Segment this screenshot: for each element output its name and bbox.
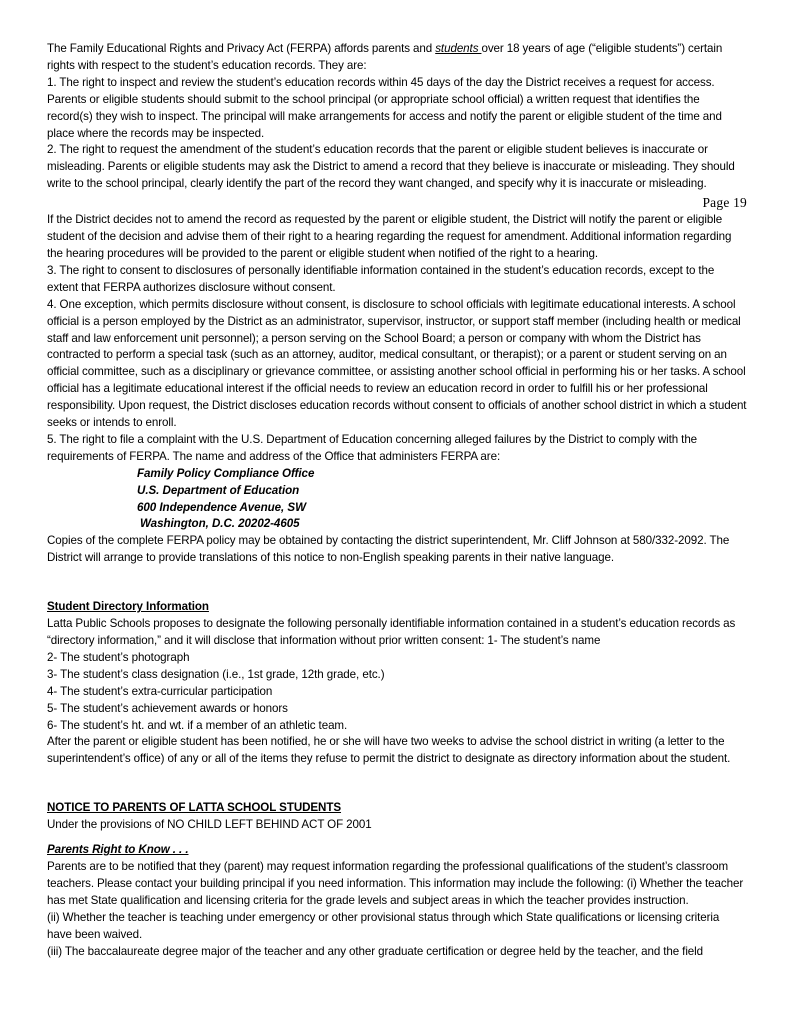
ferpa-office-address — [47, 466, 747, 534]
list-item-directory-5: 5- The student’s achievement awards or honors — [47, 701, 288, 715]
address-line-city-state-zip: Washington, D.C. 20202-4605 — [140, 517, 300, 531]
paragraph-right-1: 1. The right to inspect and review the student’s education records within 45 days of the day the District receives a request for access. Parents or eligible students should submit to the school principal (or appropriate school official) a written request that identifies the record(s) they wish to inspect. The principal will make arrangements for access and notify the parent or eligible student of the time and place where the records may be inspected. — [47, 75, 722, 140]
paragraph-ferpa-intro — [47, 41, 747, 75]
address-line-department: U.S. Department of Education — [137, 483, 300, 497]
paragraph-right-4: 4. One exception, which permits disclosure without consent, is disclosure to school officials with legitimate educational interests. A school official is a person employed by the District as an administrator, supervisor, instructor, or support staff member (including health or medical staff and law enforcement unit personnel); a person serving on the School Board; a person or company with whom the District has contracted to perform a special task (such as an attorney, auditor, medical consultant, or therapist); or a parent or student serving on an official committee, such as a disciplinary or grievance committee, or assisting another school official in performing his or her tasks. A school official has a legitimate educational interest if the official needs to review an education record in order to fulfill his or her professional responsibility. Upon request, the District discloses education records without consent to officials of another school district in which a student seeks or intends to enroll. — [47, 297, 747, 430]
paragraph-right-5: 5. The right to file a complaint with the U.S. Department of Education concerning alleged failures by the District to comply with the requirements of FERPA. The name and address of the Office that administers FERPA are: — [47, 432, 698, 463]
page-number: Page 19 — [702, 195, 747, 211]
section-gap-directory — [47, 567, 747, 599]
paragraph-ferpa-closing: Copies of the complete FERPA policy may be obtained by contacting the district superintendent, Mr. Cliff Johnson at 580/332-2092. The District will arrange to provide translations of this notice to non-English speaking parents in their native language. — [47, 534, 730, 565]
paragraph-nclb-iii: (iii) The baccalaureate degree major of the teacher and any other graduate certification or degree held by the teacher, and the field — [47, 944, 704, 958]
paragraph-nclb-i: Parents are to be notified that they (parent) may request information regarding the professional qualifications of the student’s classroom teachers. Please contact your building principal if you need information. This information may include the following: (i) Whether the teacher has met State qualification and licensing criteria for the grade levels and subject areas in which the teacher provides instruction. — [47, 859, 744, 907]
paragraph-nclb-ii: (ii) Whether the teacher is teaching under emergency or other provisional status through which State qualifications or licensing criteria have been waived. — [47, 910, 720, 941]
heading-notice-to-parents: NOTICE TO PARENTS OF LATTA SCHOOL STUDENTS — [47, 801, 342, 815]
intro-text-after: over 18 years of age (“eligible students”) certain rights with respect to the student’s education records. They are: — [47, 42, 723, 72]
paragraph-amendment-denial: If the District decides not to amend the record as requested by the parent or eligible student, the District will notify the parent or eligible student of the decision and advise them of their right to a hearing regarding the request for amendment. Additional information regarding the hearing procedures will be provided to the parent or eligible student when notified of the right to a hearing. — [47, 213, 732, 260]
paragraph-directory-opt-out: After the parent or eligible student has been notified, he or she will have two weeks to advise the school district in writing (a letter to the superintendent’s office) of any or all of the items they refuse to permit the district to designate as directory information about the student. — [47, 735, 731, 766]
paragraph-nclb-provisions: Under the provisions of NO CHILD LEFT BEHIND ACT OF 2001 — [47, 818, 372, 832]
list-item-directory-6: 6- The student’s ht. and wt. if a member of an athletic team. — [47, 718, 348, 732]
gap-before-subheading — [47, 834, 747, 842]
students-emphasis: students — [435, 42, 482, 55]
list-item-directory-4: 4- The student’s extra-curricular participation — [47, 684, 273, 698]
paragraph-right-2: 2. The right to request the amendment of the student’s education records that the parent or eligible student believes is inaccurate or misleading. Parents or eligible students may ask the District to amend a record that they believe is inaccurate or misleading. They should write to the school principal, clearly identify the part of the record they want changed, and specify why it is inaccurate or misleading. — [47, 143, 735, 191]
address-line-office: Family Policy Compliance Office — [137, 466, 315, 480]
address-line-street: 600 Independence Avenue, SW — [137, 500, 306, 514]
paragraph-right-3: 3. The right to consent to disclosures of personally identifiable information contained in the student’s education records, except to the extent that FERPA authorizes disclosure without consent. — [47, 263, 715, 294]
section-gap-nclb — [47, 768, 747, 800]
list-item-directory-3: 3- The student’s class designation (i.e., 1st grade, 12th grade, etc.) — [47, 667, 385, 681]
page-content — [47, 41, 747, 960]
intro-text-before: The Family Educational Rights and Privacy Act (FERPA) affords parents and — [47, 42, 436, 55]
paragraph-directory-intro: Latta Public Schools proposes to designate the following personally identifiable information contained in a student’s education records as “directory information,” and it will disclose that information without prior written consent: 1- The student’s name — [47, 617, 736, 647]
subheading-parents-right-to-know: Parents Right to Know . . . — [47, 843, 189, 857]
list-item-directory-2: 2- The student’s photograph — [47, 650, 190, 664]
heading-student-directory-information: Student Directory Information — [47, 600, 209, 614]
